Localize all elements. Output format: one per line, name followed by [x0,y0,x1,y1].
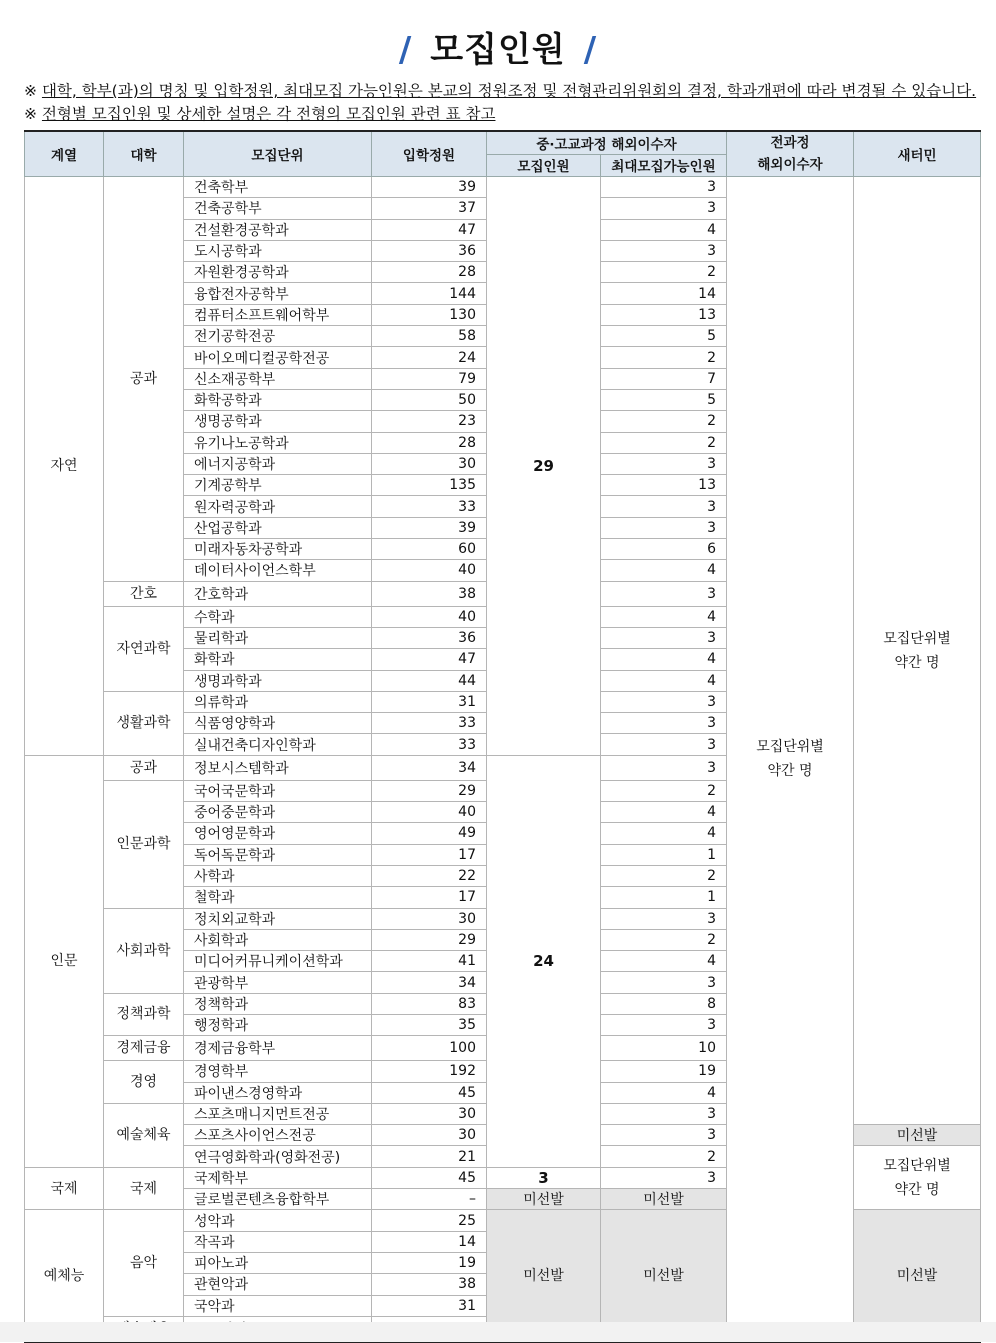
unit-cell: 미래자동차공학과 [184,539,372,560]
max-cell: 3 [601,453,727,474]
full-overseas-cell: 모집단위별 약간 명 [727,177,854,1342]
college-cell: 공과 [104,755,184,780]
quota-cell: 33 [372,713,487,734]
slash-left: / [398,30,413,70]
quota-cell: 31 [372,1295,487,1316]
unit-cell: 글로벌콘텐츠융합학부 [184,1189,372,1210]
quota-cell: 79 [372,368,487,389]
max-cell: 3 [601,755,727,780]
header-gyeyeol: 계열 [25,131,104,177]
bottom-strip [0,1322,996,1342]
unit-cell: 식품영양학과 [184,713,372,734]
quota-cell: 30 [372,453,487,474]
notes [24,80,984,126]
max-cell: 3 [601,1103,727,1124]
quota-cell: 58 [372,326,487,347]
unit-cell: 미디어커뮤니케이션학과 [184,951,372,972]
quota-cell: 30 [372,1125,487,1146]
max-cell: 4 [601,823,727,844]
unit-cell: 국악과 [184,1295,372,1316]
quota-cell: 100 [372,1036,487,1061]
college-cell: 자연과학 [104,606,184,691]
unit-cell: 철학과 [184,887,372,908]
quota-cell: 45 [372,1167,487,1188]
unit-cell: 사학과 [184,865,372,886]
unit-cell: 건축공학부 [184,198,372,219]
quota-cell: 23 [372,411,487,432]
max-cell: 미선발 [601,1210,727,1342]
max-cell: 3 [601,627,727,648]
header-recruit: 모집인원 [487,154,601,177]
quota-cell: 40 [372,606,487,627]
slash-right: / [583,30,598,70]
header-full-overseas: 전과정 해외이수자 [727,131,854,177]
defector-cell: 미선발 [854,1210,981,1342]
header-overseas-group: 중·고교과정 해외이수자 [487,131,727,154]
college-cell: 경영 [104,1061,184,1104]
group-cell: 인문 [25,755,104,1167]
college-cell: 공과 [104,177,184,582]
max-cell: 3 [601,908,727,929]
quota-cell: 28 [372,262,487,283]
unit-cell: 행정학과 [184,1014,372,1035]
max-cell: 4 [601,670,727,691]
defector-cell: 미선발 [854,1125,981,1146]
college-cell: 생활과학 [104,691,184,755]
unit-cell: 화학과 [184,649,372,670]
max-cell: 5 [601,326,727,347]
quota-cell: 35 [372,1014,487,1035]
unit-cell: 영어영문학과 [184,823,372,844]
max-cell: 6 [601,539,727,560]
unit-cell: 국어국문학과 [184,780,372,801]
header-college: 대학 [104,131,184,177]
quota-cell: 29 [372,929,487,950]
quota-cell: 47 [372,649,487,670]
max-cell: 8 [601,993,727,1014]
quota-cell: 37 [372,198,487,219]
max-cell: 3 [601,517,727,538]
unit-cell: 도시공학과 [184,240,372,261]
unit-cell: 데이터사이언스학부 [184,560,372,581]
unit-cell: 성악과 [184,1210,372,1231]
max-cell: 4 [601,606,727,627]
max-cell: 3 [601,691,727,712]
max-cell: 4 [601,560,727,581]
unit-cell: 작곡과 [184,1231,372,1252]
unit-cell: 생명과학과 [184,670,372,691]
max-cell: 4 [601,649,727,670]
max-cell: 13 [601,304,727,325]
header-quota: 입학정원 [372,131,487,177]
unit-cell: 실내건축디자인학과 [184,734,372,755]
max-cell: 3 [601,713,727,734]
group-cell: 국제 [25,1167,104,1210]
group-cell: 자연 [25,177,104,756]
defector-cell: 모집단위별 약간 명 [854,1146,981,1210]
quota-cell: 40 [372,560,487,581]
quota-cell: 28 [372,432,487,453]
max-cell: 10 [601,1036,727,1061]
unit-cell: 의류학과 [184,691,372,712]
group-cell: 예체능 [25,1210,104,1342]
max-cell: 미선발 [601,1189,727,1210]
note-1: ※ 대학, 학부(과)의 명칭 및 입학정원, 최대모집 가능인원은 본교의 정원조정 및 전형관리위원회의 결정, 학과개편에 따라 변경될 수 있습니다. [24,82,977,100]
max-cell: 5 [601,389,727,410]
max-cell: 4 [601,219,727,240]
unit-cell: 자원환경공학과 [184,262,372,283]
max-cell: 3 [601,496,727,517]
unit-cell: 간호학과 [184,581,372,606]
max-cell: 19 [601,1061,727,1082]
quota-cell: 83 [372,993,487,1014]
max-cell: 3 [601,1167,727,1188]
recruitment-table [24,130,981,1343]
quota-cell: 40 [372,802,487,823]
unit-cell: 신소재공학부 [184,368,372,389]
quota-cell: 25 [372,1210,487,1231]
table-row [25,177,981,198]
quota-cell: 144 [372,283,487,304]
quota-cell: 30 [372,1103,487,1124]
quota-cell: 17 [372,844,487,865]
quota-cell: 50 [372,389,487,410]
unit-cell: 경영학부 [184,1061,372,1082]
max-cell: 4 [601,1082,727,1103]
unit-cell: 컴퓨터소프트웨어학부 [184,304,372,325]
unit-cell: 유기나노공학과 [184,432,372,453]
quota-cell: 39 [372,177,487,198]
header-defector: 새터민 [854,131,981,177]
quota-cell: 29 [372,780,487,801]
unit-cell: 건설환경공학과 [184,219,372,240]
quota-cell: 192 [372,1061,487,1082]
college-cell: 간호 [104,581,184,606]
unit-cell: 산업공학과 [184,517,372,538]
max-cell: 1 [601,887,727,908]
max-cell: 2 [601,929,727,950]
quota-cell: 21 [372,1146,487,1167]
max-cell: 3 [601,1014,727,1035]
note-2: ※ 전형별 모집인원 및 상세한 설명은 각 전형의 모집인원 관련 표 참고 [24,105,496,123]
unit-cell: 생명공학과 [184,411,372,432]
unit-cell: 정치외교학과 [184,908,372,929]
max-cell: 3 [601,177,727,198]
quota-cell: 36 [372,240,487,261]
quota-cell: 44 [372,670,487,691]
max-cell: 2 [601,262,727,283]
unit-cell: 국제학부 [184,1167,372,1188]
college-cell: 사회과학 [104,908,184,993]
unit-cell: 독어독문학과 [184,844,372,865]
max-cell: 2 [601,780,727,801]
recruit-cell: 미선발 [487,1189,601,1210]
quota-cell: 34 [372,972,487,993]
quota-cell: 30 [372,908,487,929]
max-cell: 4 [601,802,727,823]
max-cell: 7 [601,368,727,389]
unit-cell: 원자력공학과 [184,496,372,517]
unit-cell: 관현악과 [184,1274,372,1295]
quota-cell: 36 [372,627,487,648]
recruit-cell: 미선발 [487,1210,601,1342]
unit-cell: 건축학부 [184,177,372,198]
unit-cell: 전기공학전공 [184,326,372,347]
quota-cell: 38 [372,581,487,606]
quota-cell: – [372,1189,487,1210]
max-cell: 1 [601,844,727,865]
quota-cell: 19 [372,1252,487,1273]
page-title [0,22,996,71]
defector-cell: 모집단위별 약간 명 [854,177,981,1125]
quota-cell: 47 [372,219,487,240]
max-cell: 2 [601,411,727,432]
college-cell: 국제 [104,1167,184,1210]
unit-cell: 수학과 [184,606,372,627]
header-unit: 모집단위 [184,131,372,177]
unit-cell: 정보시스템학과 [184,755,372,780]
max-cell: 3 [601,1125,727,1146]
max-cell: 14 [601,283,727,304]
unit-cell: 물리학과 [184,627,372,648]
title-text: 모집인원 [430,30,566,70]
recruit-cell: 3 [487,1167,601,1188]
max-cell: 2 [601,865,727,886]
quota-cell: 14 [372,1231,487,1252]
college-cell: 음악 [104,1210,184,1316]
quota-cell: 135 [372,475,487,496]
quota-cell: 22 [372,865,487,886]
unit-cell: 피아노과 [184,1252,372,1273]
max-cell: 3 [601,198,727,219]
quota-cell: 49 [372,823,487,844]
college-cell: 정책과학 [104,993,184,1036]
unit-cell: 화학공학과 [184,389,372,410]
unit-cell: 바이오메디컬공학전공 [184,347,372,368]
unit-cell: 에너지공학과 [184,453,372,474]
max-cell: 13 [601,475,727,496]
header-max: 최대모집가능인원 [601,154,727,177]
quota-cell: 39 [372,517,487,538]
max-cell: 3 [601,240,727,261]
quota-cell: 130 [372,304,487,325]
unit-cell: 스포츠매니지먼트전공 [184,1103,372,1124]
quota-cell: 33 [372,496,487,517]
unit-cell: 기계공학부 [184,475,372,496]
quota-cell: 34 [372,755,487,780]
quota-cell: 33 [372,734,487,755]
quota-cell: 41 [372,951,487,972]
max-cell: 2 [601,432,727,453]
max-cell: 2 [601,1146,727,1167]
college-cell: 인문과학 [104,780,184,908]
quota-cell: 31 [372,691,487,712]
max-cell: 3 [601,734,727,755]
max-cell: 3 [601,581,727,606]
quota-cell: 17 [372,887,487,908]
college-cell: 예술체육 [104,1103,184,1167]
unit-cell: 연극영화학과(영화전공) [184,1146,372,1167]
quota-cell: 45 [372,1082,487,1103]
recruit-cell: 29 [487,177,601,756]
quota-cell: 24 [372,347,487,368]
unit-cell: 사회학과 [184,929,372,950]
quota-cell: 60 [372,539,487,560]
college-cell: 경제금융 [104,1036,184,1061]
quota-cell: 38 [372,1274,487,1295]
unit-cell: 파이낸스경영학과 [184,1082,372,1103]
max-cell: 3 [601,972,727,993]
recruit-cell: 24 [487,755,601,1167]
unit-cell: 정책학과 [184,993,372,1014]
unit-cell: 스포츠사이언스전공 [184,1125,372,1146]
unit-cell: 경제금융학부 [184,1036,372,1061]
unit-cell: 중어중문학과 [184,802,372,823]
max-cell: 2 [601,347,727,368]
unit-cell: 관광학부 [184,972,372,993]
max-cell: 4 [601,951,727,972]
unit-cell: 융합전자공학부 [184,283,372,304]
